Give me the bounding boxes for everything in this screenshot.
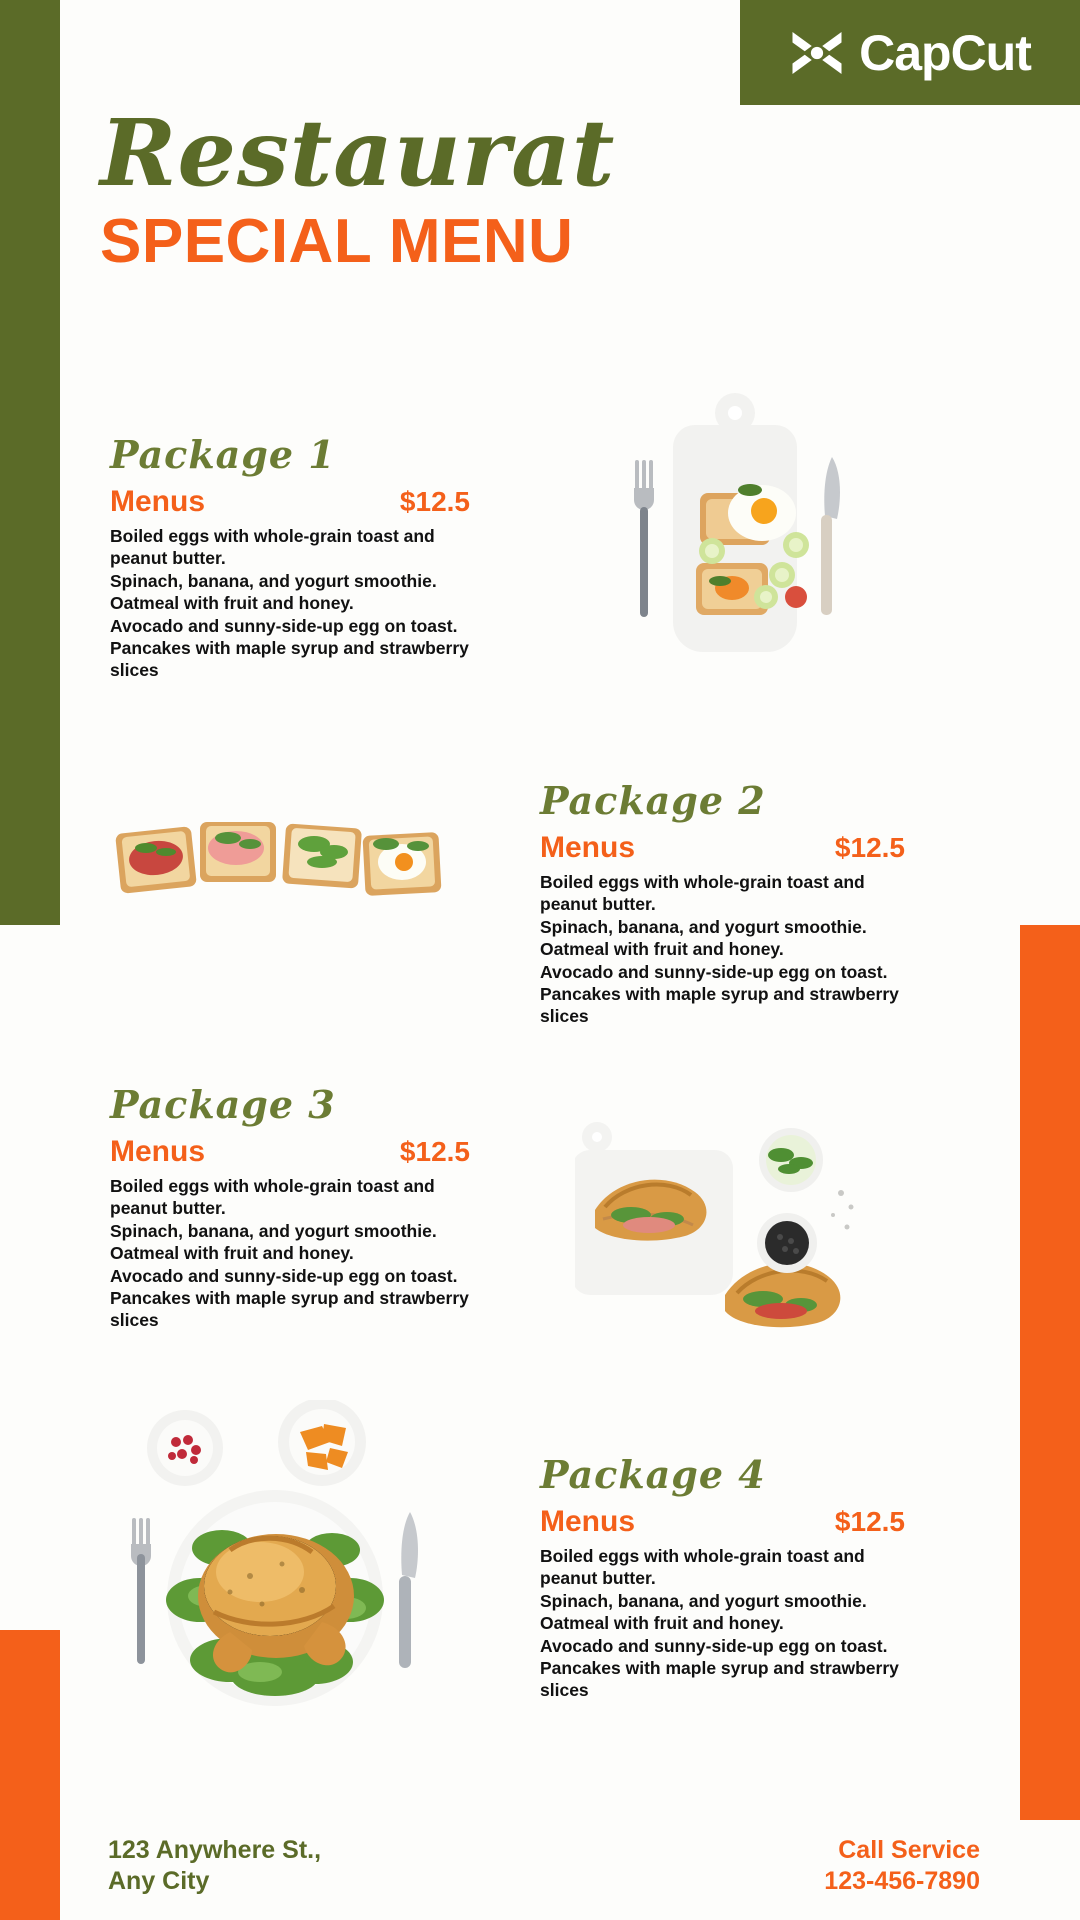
list-item: Oatmeal with fruit and honey. xyxy=(110,1243,354,1264)
list-item: Spinach, banana, and yogurt smoothie. xyxy=(110,570,437,591)
package-4-menus-label: Menus xyxy=(540,1505,636,1538)
capcut-logo-icon xyxy=(789,28,845,78)
address-line-1: 123 Anywhere St., xyxy=(108,1836,322,1864)
left-green-bar xyxy=(0,0,60,925)
egg-toast-board-photo xyxy=(600,385,870,685)
call-service-label: Call Service xyxy=(838,1836,980,1864)
package-1-block xyxy=(110,432,470,682)
list-item: Boiled eggs with whole-grain toast and peanut butter. xyxy=(110,1176,435,1219)
package-2-menus-label: Menus xyxy=(540,831,636,864)
package-2-price: $12.5 xyxy=(834,832,905,863)
package-3-price-row xyxy=(110,1135,470,1169)
list-item: Pancakes with maple syrup and strawberry slices xyxy=(540,1657,899,1701)
package-4-price-row xyxy=(540,1505,905,1539)
package-1-title: Package 1 xyxy=(110,432,336,477)
package-1-items xyxy=(110,525,470,682)
page-title: Restaurat xyxy=(100,99,616,207)
capcut-watermark xyxy=(740,0,1080,105)
package-1-menus-label: Menus xyxy=(110,485,206,518)
page-subtitle: SPECIAL MENU xyxy=(100,206,574,276)
package-1-price-row xyxy=(110,485,470,519)
open-sandwiches-photo xyxy=(110,800,450,930)
list-item: Boiled eggs with whole-grain toast and peanut butter. xyxy=(540,1546,865,1589)
list-item: Oatmeal with fruit and honey. xyxy=(540,939,784,960)
poster-header xyxy=(100,99,860,276)
package-1-price: $12.5 xyxy=(399,486,470,517)
list-item: Oatmeal with fruit and honey. xyxy=(540,1613,784,1634)
list-item: Avocado and sunny-side-up egg on toast. xyxy=(540,961,888,982)
list-item: Spinach, banana, and yogurt smoothie. xyxy=(110,1220,437,1241)
list-item: Spinach, banana, and yogurt smoothie. xyxy=(540,1590,867,1611)
package-4-items xyxy=(540,1545,905,1702)
roast-chicken-plate-photo xyxy=(110,1400,460,1720)
package-3-items xyxy=(110,1175,470,1332)
list-item: Avocado and sunny-side-up egg on toast. xyxy=(110,1265,458,1286)
package-2-title: Package 2 xyxy=(540,778,766,823)
list-item: Oatmeal with fruit and honey. xyxy=(110,593,354,614)
package-4-title: Package 4 xyxy=(540,1452,766,1497)
package-4-block xyxy=(540,1452,905,1702)
package-4-price: $12.5 xyxy=(834,1506,905,1537)
phone-number[interactable]: 123-456-7890 xyxy=(824,1866,980,1895)
croissant-sandwich-photo xyxy=(575,1115,875,1350)
package-3-price: $12.5 xyxy=(399,1136,470,1167)
list-item: Spinach, banana, and yogurt smoothie. xyxy=(540,916,867,937)
package-3-menus-label: Menus xyxy=(110,1135,206,1168)
list-item: Pancakes with maple syrup and strawberry slices xyxy=(540,983,899,1027)
package-3-title: Package 3 xyxy=(110,1082,336,1127)
list-item: Avocado and sunny-side-up egg on toast. xyxy=(540,1635,888,1656)
package-3-block xyxy=(110,1082,470,1332)
list-item: Boiled eggs with whole-grain toast and peanut butter. xyxy=(110,526,435,569)
package-2-block xyxy=(540,778,905,1028)
capcut-label: CapCut xyxy=(859,24,1031,81)
list-item: Boiled eggs with whole-grain toast and peanut butter. xyxy=(540,872,865,915)
list-item: Avocado and sunny-side-up egg on toast. xyxy=(110,615,458,636)
right-orange-bar xyxy=(1020,925,1080,1820)
footer-address xyxy=(108,1835,321,1896)
package-2-items xyxy=(540,871,905,1028)
list-item: Pancakes with maple syrup and strawberry slices xyxy=(110,637,469,681)
address-line-2: Any City xyxy=(108,1866,210,1895)
package-2-price-row xyxy=(540,831,905,865)
footer-contact xyxy=(824,1835,980,1896)
bottom-left-orange-bar xyxy=(0,1630,60,1920)
list-item: Pancakes with maple syrup and strawberry slices xyxy=(110,1287,469,1331)
